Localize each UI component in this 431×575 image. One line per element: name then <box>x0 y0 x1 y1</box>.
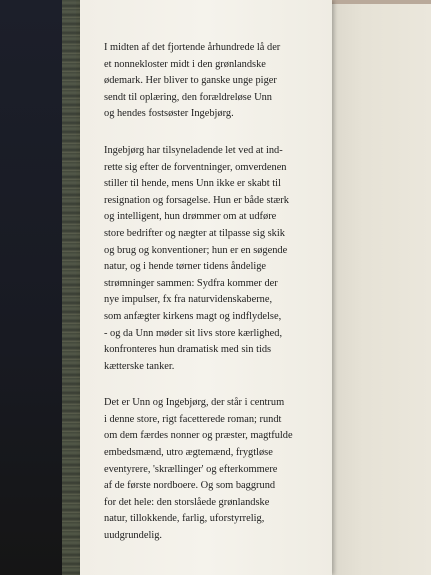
paragraph-2: Ingebjørg har tilsyneladende let ved at ind- rette sig efter de forventninger, omverdenen stiller til hende, mens Unn ikke er skabt til resignation og forsagelse. Hun er både stærk og intelligent, hun drømmer om at udføre store bedrifter og nægter at tilpasse sig skik og brug og konventioner; hun er en søgende natur, og i hende tørner tidens åndelige strømninger sammen: Sydfra kommer der nye impulser, fx fra naturvidenskaberne, som anfægter kirkens magt og indflydelse, - og da Unn møder sit livs store kærlighed, konfronteres hun dramatisk med sin tids kætterske tanker. <box>104 144 289 372</box>
flap-text-block <box>104 40 319 565</box>
book-page-right <box>318 0 431 575</box>
book-cover-edge <box>318 0 431 4</box>
paragraph-1: I midten af det fjortende århundrede lå der et nonnekloster midt i den grønlandske ødemark. Her bliver to ganske unge piger sendt til oplæring, den forældreløse Unn og hendes fostsøster Ingebjørg. <box>104 42 281 120</box>
book-spine-edge <box>62 0 82 575</box>
paragraph-3: Det er Unn og Ingebjørg, der står i centrum i denne store, rigt facetterede roman; rundt om dem færdes nonner og præster, magtfulde embedsmænd, utro ægtemænd, frygtløse eventyrere, 'skrællinger' og efterkommere af de første nordboere. Og som baggrund for det hele: den storslåede grønlandske natur, tillokkende, farlig, uforstyrrelig, uudgrundelig. <box>104 397 293 542</box>
